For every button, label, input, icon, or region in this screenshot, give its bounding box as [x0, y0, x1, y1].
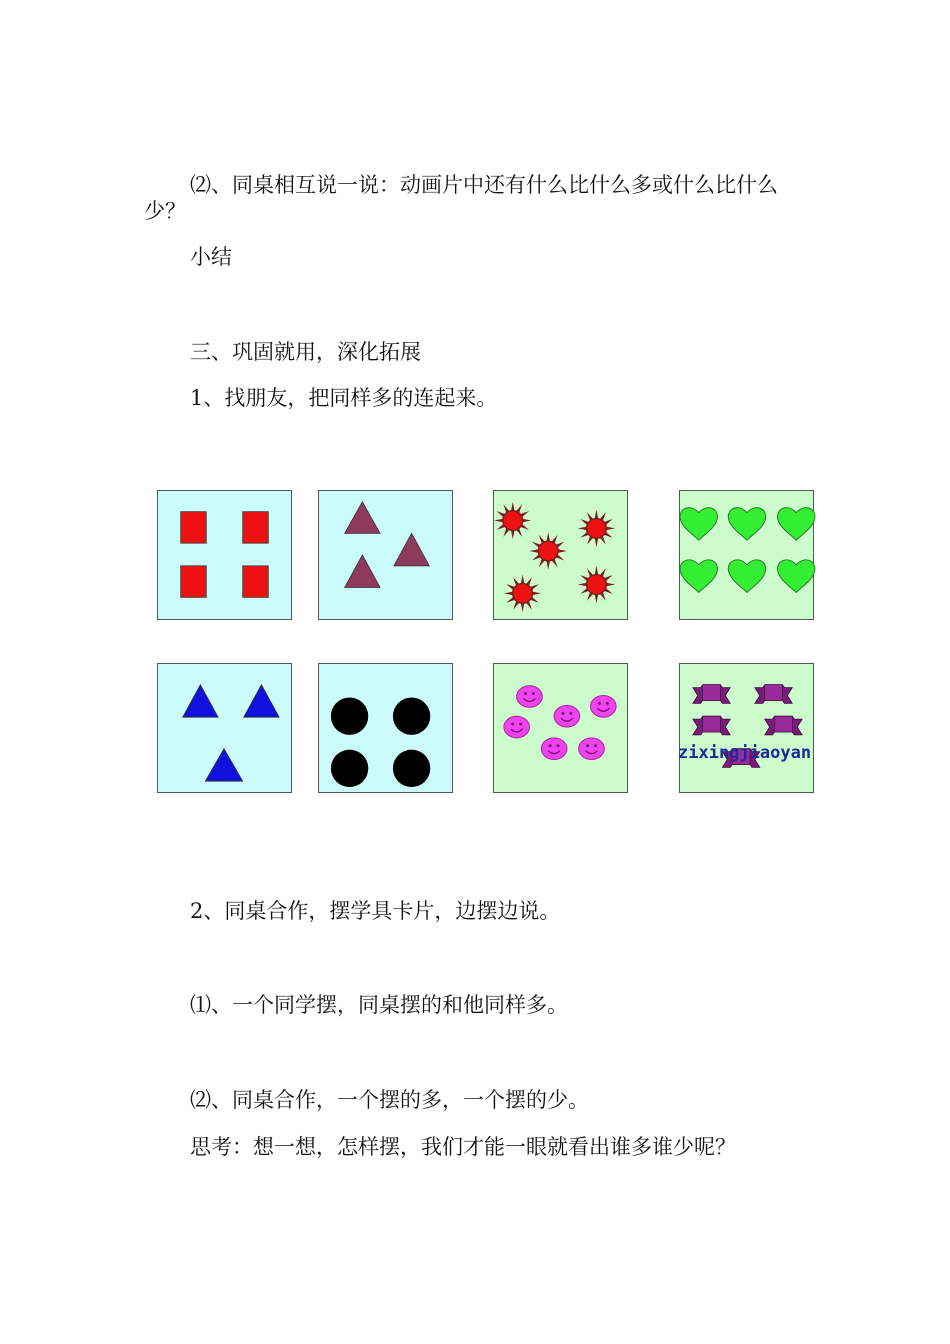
- heart-shape: [728, 508, 765, 541]
- sun-shape: [504, 575, 541, 612]
- blue-triangles-graphic: [158, 664, 291, 792]
- black-circles-graphic: [319, 664, 452, 792]
- green-hearts-graphic: [680, 491, 813, 619]
- smiley-shape: [517, 686, 543, 708]
- card-maroon-triangles: [318, 490, 453, 620]
- circle-shape: [393, 750, 430, 787]
- red-squares-graphic: [158, 491, 291, 619]
- triangle-shape: [205, 749, 242, 781]
- square-shape: [243, 566, 269, 598]
- smiley-shape: [554, 705, 580, 727]
- heart-shape: [778, 508, 815, 541]
- sun-shape: [494, 502, 531, 539]
- heart-shape: [728, 560, 765, 593]
- heart-shape: [680, 508, 717, 541]
- ribbon-shape: [755, 685, 792, 704]
- triangle-shape: [244, 685, 279, 717]
- smiley-shape: [579, 738, 605, 760]
- sun-shape: [529, 532, 566, 569]
- paragraph-discuss-line1: ⑵、同桌相互说一说：动画片中还有什么比什么多或什么比什么: [190, 173, 778, 197]
- circle-shape: [331, 750, 368, 787]
- think-question: 思考：想一想，怎样摆，我们才能一眼就看出谁多谁少呢？: [190, 1135, 736, 1159]
- triangle-shape: [345, 555, 380, 587]
- circle-shape: [331, 697, 368, 734]
- pink-smileys-graphic: [494, 664, 627, 792]
- square-shape: [243, 512, 269, 544]
- smiley-shape: [504, 716, 530, 738]
- red-suns-graphic: [494, 491, 627, 619]
- watermark-text: zixingjiaoyan: [678, 743, 812, 763]
- purple-ribbons-graphic: [680, 664, 813, 792]
- card-pink-smileys: [493, 663, 628, 793]
- task-two-text: 2、同桌合作，摆学具卡片，边摆边说。: [190, 899, 561, 923]
- triangle-shape: [394, 533, 429, 565]
- card-purple-ribbons: [679, 663, 814, 793]
- card-red-squares: [157, 490, 292, 620]
- smiley-shape: [541, 738, 567, 760]
- triangle-shape: [345, 502, 380, 534]
- square-shape: [181, 512, 207, 544]
- circle-shape: [393, 697, 430, 734]
- sun-shape: [578, 510, 615, 547]
- task-two-sub-one: ⑴、一个同学摆，同桌摆的和他同样多。: [190, 993, 568, 1017]
- card-blue-triangles: [157, 663, 292, 793]
- card-green-hearts: [679, 490, 814, 620]
- section-three-heading: 三、巩固就用，深化拓展: [190, 340, 421, 364]
- ribbon-shape: [693, 685, 730, 704]
- card-black-circles: [318, 663, 453, 793]
- task-two-sub-two: ⑵、同桌合作，一个摆的多，一个摆的少。: [190, 1088, 589, 1112]
- card-red-suns: [493, 490, 628, 620]
- heart-shape: [778, 560, 815, 593]
- paragraph-discuss-line2: 少？: [144, 199, 186, 223]
- maroon-triangles-graphic: [319, 491, 452, 619]
- heart-shape: [680, 560, 717, 593]
- sun-shape: [578, 566, 615, 603]
- task-one-text: 1、找朋友，把同样多的连起来。: [190, 386, 498, 410]
- ribbon-shape: [765, 716, 802, 735]
- smiley-shape: [591, 696, 617, 718]
- ribbon-shape: [693, 716, 730, 735]
- summary-heading: 小结: [190, 245, 232, 269]
- square-shape: [181, 566, 207, 598]
- triangle-shape: [183, 685, 218, 717]
